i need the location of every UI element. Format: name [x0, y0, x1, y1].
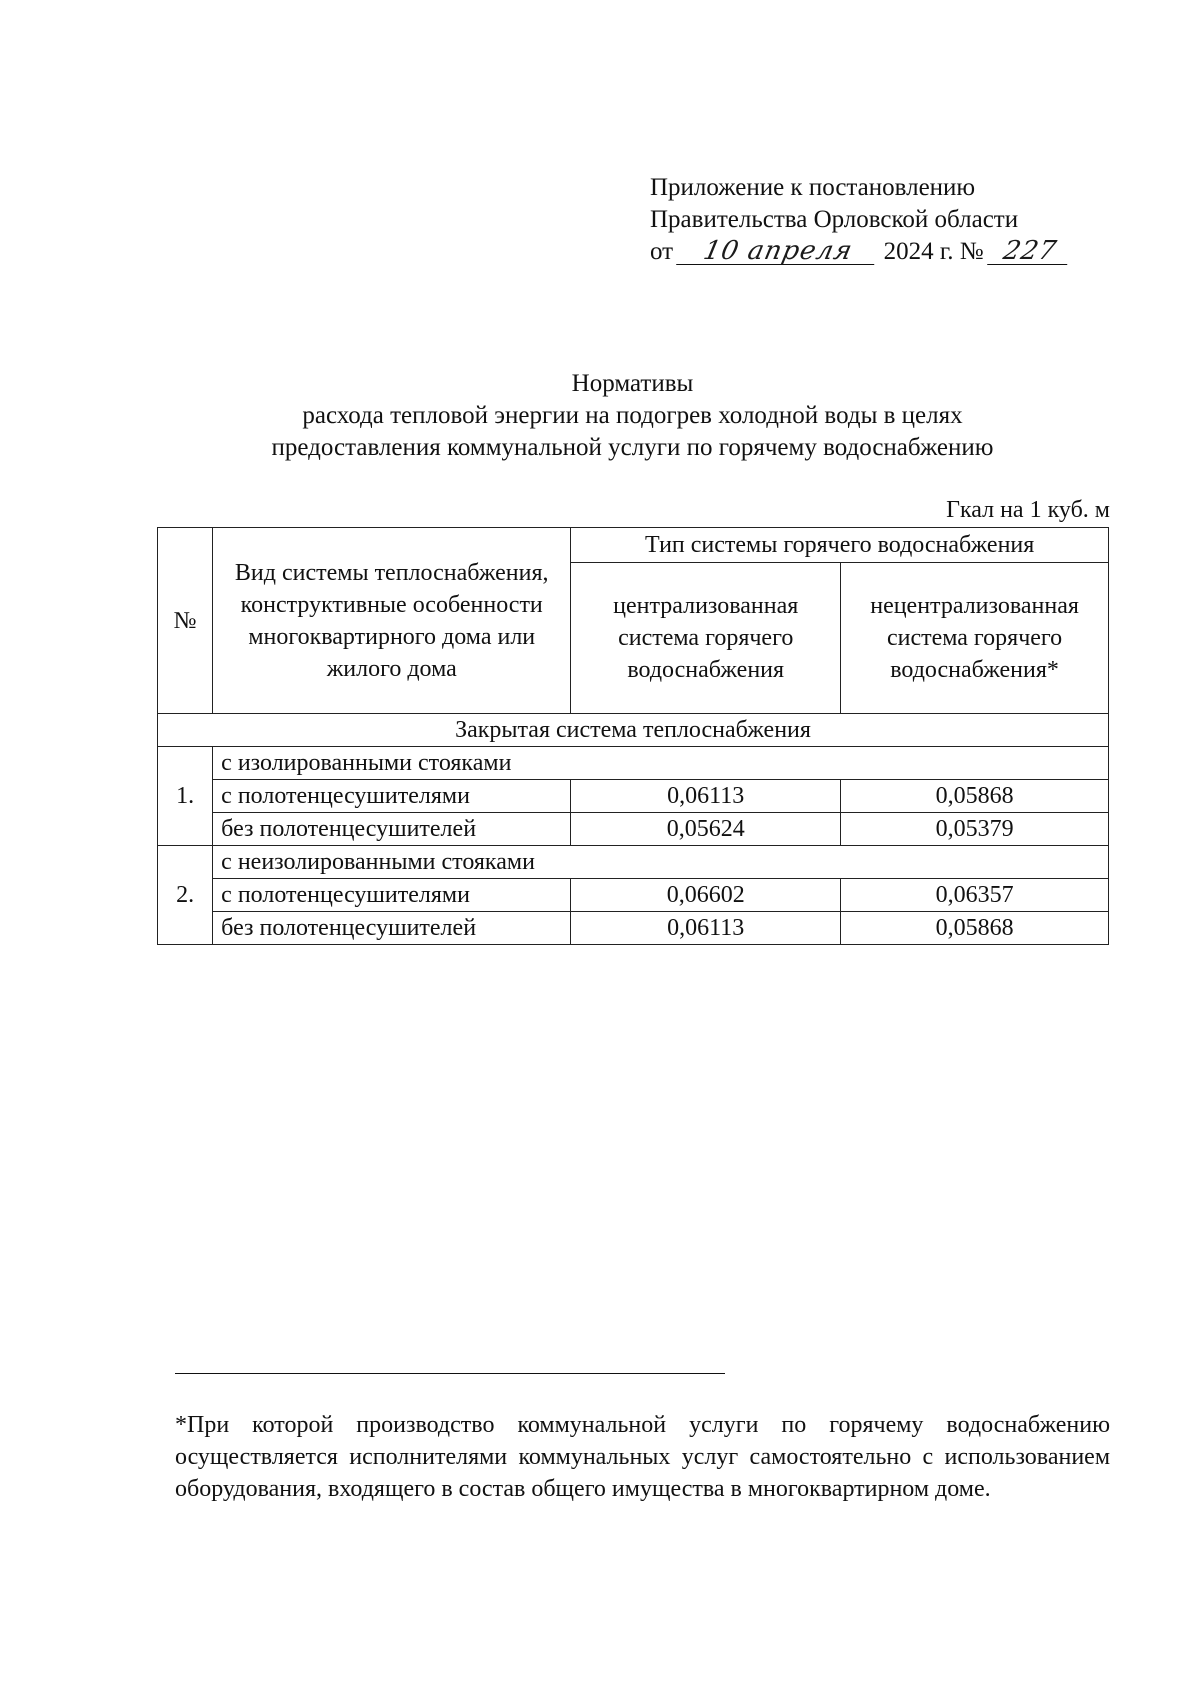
header-type-group: Тип системы горячего водоснабжения: [571, 528, 1109, 563]
header-decentral: нецентрализованная система горячего водоснабжения*: [841, 563, 1109, 714]
footnote-text: *При которой производство коммунальной услуги по горячему водоснабжению осуществляется исполнителями коммунальных услуг самостоятельно с использованием оборудования, входящего в состав общего имущества в многоквартирном доме.: [175, 1412, 1110, 1502]
table-row: [158, 846, 1109, 879]
row-label: с полотенцесушителями: [213, 780, 571, 813]
appendix-line-1: Приложение к постановлению: [650, 174, 976, 201]
row-label: без полотенцесушителей: [213, 813, 571, 846]
row-label: с полотенцесушителями: [213, 879, 571, 912]
row-decentral-value: 0,05868: [841, 780, 1109, 813]
norms-table: [157, 527, 1109, 945]
document-title: [140, 368, 1125, 464]
section-row: Закрытая система теплоснабжения: [158, 714, 1109, 747]
row-label: без полотенцесушителей: [213, 912, 571, 945]
header-kind: Вид системы теплоснабжения, конструктивные особенности многоквартирного дома или жилого дома: [213, 528, 571, 714]
handwritten-date: 10 апреля: [676, 238, 880, 265]
row-central-value: 0,05624: [571, 813, 841, 846]
handwritten-number: 227: [987, 238, 1073, 265]
row-central-value: 0,06113: [571, 912, 841, 945]
table-row: [158, 813, 1109, 846]
row-decentral-value: 0,05379: [841, 813, 1109, 846]
header-central: централизованная система горячего водоснабжения: [571, 563, 841, 714]
title-line-2: расхода тепловой энергии на подогрев холодной воды в целях: [302, 402, 963, 429]
year-label: 2024 г. №: [883, 238, 984, 265]
table-row: [158, 912, 1109, 945]
unit-label: Гкал на 1 куб. м: [946, 497, 1110, 523]
appendix-date-line: [650, 236, 1100, 268]
row-central-value: 0,06113: [571, 780, 841, 813]
group-title: с изолированными стояками: [213, 747, 1109, 780]
group-number: 2.: [158, 846, 213, 945]
row-decentral-value: 0,06357: [841, 879, 1109, 912]
group-number: 1.: [158, 747, 213, 846]
from-label: от: [650, 238, 674, 265]
row-decentral-value: 0,05868: [841, 912, 1109, 945]
title-line-3: предоставления коммунальной услуги по горячему водоснабжению: [271, 434, 994, 461]
title-line-1: Нормативы: [571, 370, 694, 397]
appendix-line-2: Правительства Орловской области: [650, 206, 1019, 233]
row-central-value: 0,06602: [571, 879, 841, 912]
appendix-header: [650, 172, 1100, 268]
table-row: [158, 879, 1109, 912]
table-row: [158, 747, 1109, 780]
group-title: с неизолированными стояками: [213, 846, 1109, 879]
table-row: [158, 780, 1109, 813]
footnote-divider: [175, 1373, 725, 1374]
header-no: №: [158, 528, 213, 714]
